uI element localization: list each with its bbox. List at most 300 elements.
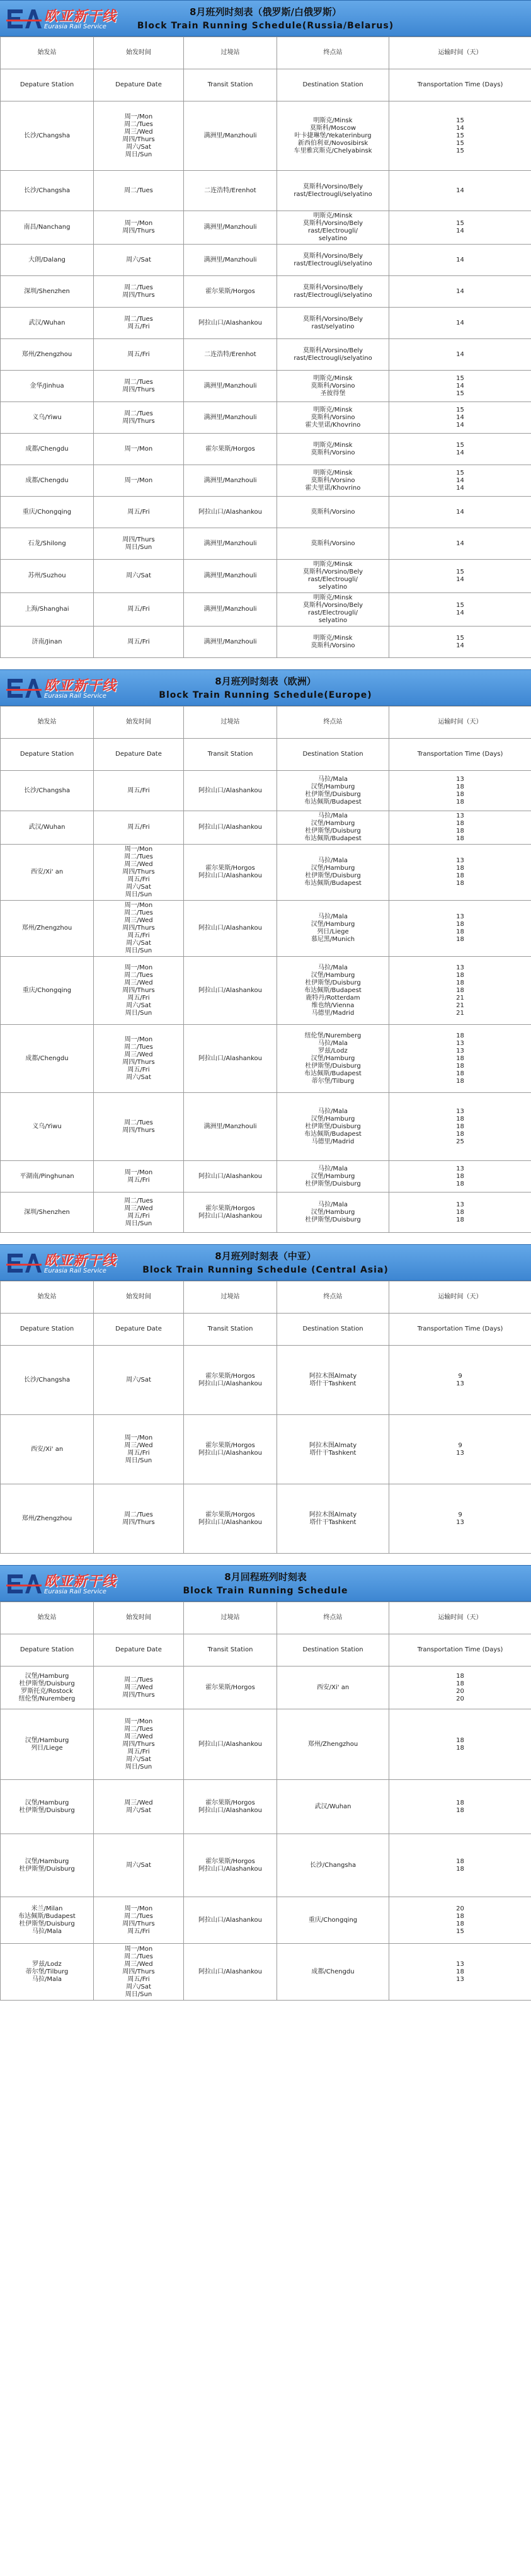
- destination-station-cell: [277, 1193, 389, 1233]
- departure-station-line: 列日/Liege: [31, 1744, 63, 1752]
- departure-date-line: 周四/Thurs: [122, 1920, 155, 1927]
- transport-days-line: 14: [456, 576, 464, 583]
- transport-days-cell: [389, 1193, 531, 1233]
- destination-station-line: 马拉/Mala: [317, 964, 348, 971]
- transport-days-line: 13: [456, 1201, 464, 1208]
- departure-station-cell: [1, 1161, 94, 1193]
- transit-station-line: 霍尔果斯/Horgos: [205, 1857, 255, 1865]
- destination-station-line: 塔什干Tashkent: [309, 1380, 357, 1387]
- transit-station-line: 满洲里/Manzhouli: [203, 572, 257, 579]
- departure-station-line: 平湖南/Pinghunan: [20, 1172, 74, 1180]
- transport-days-line: 18: [456, 1115, 464, 1123]
- departure-date-cell: [94, 957, 184, 1025]
- header-en-transport-days: Transportation Time (Days): [389, 1314, 531, 1346]
- departure-station-cell: [1, 627, 94, 658]
- table-row: [1, 1484, 531, 1554]
- transport-days-line: 18: [456, 880, 464, 887]
- departure-station-line: 长沙/Changsha: [23, 187, 71, 194]
- transport-days-line: 21: [456, 1002, 464, 1009]
- departure-station-cell: [1, 1025, 94, 1093]
- transport-days-line: 13: [456, 1165, 464, 1172]
- schedule-section: [0, 1244, 531, 1554]
- transport-days-line: 18: [456, 936, 464, 943]
- header-cn-departure-date: 始发时间: [94, 37, 184, 69]
- destination-station-line: 圣彼得堡: [320, 390, 346, 397]
- table-row: [1, 245, 531, 276]
- table-row: [1, 1709, 531, 1780]
- transport-days-cell: [389, 1484, 531, 1554]
- header-cn-transport-days: 运输时间（天）: [389, 707, 531, 739]
- transit-station-line: 霍尔果斯/Horgos: [205, 1799, 255, 1806]
- table-row: [1, 1834, 531, 1897]
- transit-station-cell: [184, 811, 277, 845]
- transport-days-line: 13: [456, 1380, 464, 1387]
- table-row: [1, 1415, 531, 1484]
- transport-days-line: 18: [456, 1172, 464, 1180]
- transit-station-line: 满洲里/Manzhouli: [203, 382, 257, 390]
- departure-station-cell: [1, 1193, 94, 1233]
- destination-station-line: 明斯克/Minsk: [313, 441, 353, 449]
- transport-days-cell: [389, 371, 531, 402]
- transport-days-line: 18: [456, 1968, 464, 1975]
- transport-days-cell: [389, 434, 531, 465]
- departure-station-line: 义乌/Yiwu: [32, 1123, 62, 1130]
- departure-date-cell: [94, 402, 184, 434]
- transport-days-line: 13: [456, 1960, 464, 1968]
- destination-station-line: 罗兹/Lodz: [318, 1047, 348, 1054]
- destination-station-line: 莫斯科/Vorsino: [311, 540, 355, 547]
- section-banner: [0, 669, 531, 706]
- departure-station-cell: [1, 1944, 94, 2001]
- transport-days-line: 20: [456, 1687, 464, 1695]
- transport-days-cell: [389, 1709, 531, 1780]
- departure-date-cell: [94, 245, 184, 276]
- transit-station-cell: [184, 1161, 277, 1193]
- transit-station-line: 阿拉山口/Alashankou: [198, 986, 263, 994]
- brand-name-en: Eurasia Rail Service: [44, 693, 106, 700]
- header-cn-departure-station: 始发站: [1, 1281, 94, 1314]
- destination-station-cell: [277, 308, 389, 339]
- departure-date-cell: [94, 1161, 184, 1193]
- transit-station-cell: [184, 901, 277, 957]
- header-en-departure-station: Depature Station: [1, 739, 94, 771]
- transport-days-line: 18: [456, 1130, 464, 1138]
- transit-station-cell: [184, 1897, 277, 1944]
- departure-date-line: 周二/Tues: [124, 1725, 153, 1733]
- transit-station-line: 二连浩特/Erenhot: [204, 350, 256, 358]
- departure-date-line: 周二/Tues: [124, 1043, 153, 1051]
- transport-days-line: 15: [456, 390, 464, 397]
- destination-station-line: 塔什干Tashkent: [309, 1449, 357, 1457]
- transport-days-line: 14: [456, 609, 464, 616]
- destination-station-cell: [277, 1346, 389, 1415]
- departure-station-line: 汉堡/Hamburg: [25, 1736, 69, 1744]
- departure-station-line: 重庆/Chongqing: [22, 986, 72, 994]
- destination-station-line: 叶卡捷琳堡/Yekaterinburg: [294, 132, 372, 139]
- transport-days-line: 13: [456, 1518, 464, 1526]
- header-cn-departure-station: 始发站: [1, 37, 94, 69]
- transit-station-line: 阿拉山口/Alashankou: [198, 1172, 263, 1180]
- transit-station-line: 满洲里/Manzhouli: [203, 638, 257, 645]
- header-cn-transit-station: 过境站: [184, 1602, 277, 1634]
- destination-station-line: 汉堡/Hamburg: [311, 1172, 355, 1180]
- transport-days-cell: [389, 497, 531, 528]
- departure-date-line: 周四/Thurs: [122, 986, 155, 994]
- departure-date-line: 周四/Thurs: [122, 1691, 155, 1699]
- departure-date-line: 周三/Wed: [124, 1204, 153, 1212]
- transport-days-line: 14: [456, 287, 464, 295]
- transport-days-cell: [389, 1666, 531, 1709]
- brand-name-en: Eurasia Rail Service: [44, 23, 106, 30]
- departure-date-line: 周四/Thurs: [122, 1518, 155, 1526]
- transport-days-line: 18: [456, 1857, 464, 1865]
- header-en-transit-station: Transit Station: [184, 69, 277, 101]
- table-row: [1, 497, 531, 528]
- destination-station-line: 新西伯利亚/Novosibirsk: [297, 139, 368, 147]
- departure-date-cell: [94, 1346, 184, 1415]
- departure-date-line: 周五/Fri: [127, 1748, 150, 1755]
- transit-station-cell: [184, 402, 277, 434]
- transit-station-cell: [184, 627, 277, 658]
- brand-name-cn: 欧亚新干线: [44, 1253, 117, 1269]
- table-row: [1, 1944, 531, 2001]
- header-row-cn: [1, 1281, 531, 1314]
- transit-station-cell: [184, 1780, 277, 1834]
- departure-date-line: 周四/Thurs: [122, 386, 155, 393]
- transport-days-cell: [389, 308, 531, 339]
- departure-station-cell: [1, 276, 94, 308]
- transport-days-cell: [389, 1897, 531, 1944]
- header-cn-destination-station: 终点站: [277, 37, 389, 69]
- transport-days-cell: [389, 957, 531, 1025]
- transport-days-cell: [389, 1093, 531, 1161]
- transport-days-line: 18: [456, 790, 464, 798]
- transport-days-line: 18: [456, 1806, 464, 1814]
- departure-date-cell: [94, 901, 184, 957]
- brand-name-cn: 欧亚新干线: [44, 9, 117, 25]
- table-row: [1, 1193, 531, 1233]
- destination-station-line: 杜伊斯堡/Duisburg: [305, 1216, 361, 1223]
- transport-days-line: 18: [456, 872, 464, 879]
- table-row: [1, 308, 531, 339]
- destination-station-cell: [277, 245, 389, 276]
- destination-station-line: rast/Electrougli/: [307, 228, 358, 234]
- header-en-destination-station: Destination Station: [277, 739, 389, 771]
- departure-date-line: 周二/Tues: [124, 410, 153, 417]
- destination-station-line: selyatino: [318, 235, 348, 242]
- departure-date-line: 周三/Wed: [124, 917, 153, 924]
- transit-station-line: 阿拉山口/Alashankou: [198, 1865, 263, 1873]
- header-row-cn: [1, 1602, 531, 1634]
- transport-days-line: 15: [456, 569, 464, 575]
- transit-station-cell: [184, 434, 277, 465]
- header-cn-destination-station: 终点站: [277, 1602, 389, 1634]
- departure-station-cell: [1, 957, 94, 1025]
- transport-days-line: 15: [456, 406, 464, 413]
- table-row: [1, 1346, 531, 1415]
- transport-days-line: 18: [456, 986, 464, 994]
- transport-days-line: 18: [456, 865, 464, 872]
- departure-date-cell: [94, 276, 184, 308]
- departure-station-line: 郑州/Zhengzhou: [21, 925, 72, 932]
- transit-station-cell: [184, 845, 277, 901]
- departure-date-cell: [94, 211, 184, 245]
- destination-station-line: 汉堡/Hamburg: [311, 865, 355, 872]
- departure-date-line: 周五/Fri: [127, 323, 150, 330]
- transit-station-line: 阿拉山口/Alashankou: [198, 1740, 263, 1748]
- header-en-departure-date: Depature Date: [94, 739, 184, 771]
- header-en-destination-station: Destination Station: [277, 69, 389, 101]
- destination-station-cell: [277, 1161, 389, 1193]
- destination-station-cell: [277, 593, 389, 627]
- header-cn-transport-days: 运输时间（天）: [389, 1281, 531, 1314]
- table-row: [1, 1025, 531, 1093]
- departure-date-line: 周五/Fri: [127, 932, 150, 939]
- transport-days-cell: [389, 276, 531, 308]
- transit-station-line: 霍尔果斯/Horgos: [205, 1372, 255, 1380]
- transit-station-line: 阿拉山口/Alashankou: [198, 872, 263, 879]
- table-row: [1, 434, 531, 465]
- table-row: [1, 627, 531, 658]
- table-row: [1, 1666, 531, 1709]
- transit-station-cell: [184, 1093, 277, 1161]
- destination-station-line: 杜伊斯堡/Duisburg: [305, 1180, 361, 1187]
- departure-date-cell: [94, 171, 184, 211]
- transport-days-cell: [389, 845, 531, 901]
- transit-station-line: 二连浩特/Erenhot: [204, 187, 256, 194]
- departure-date-line: 周日/Sun: [125, 1009, 152, 1017]
- transit-station-cell: [184, 101, 277, 171]
- transport-days-line: 13: [456, 964, 464, 971]
- section-title-en: Block Train Running Schedule(Europe): [159, 690, 372, 700]
- table-row: [1, 211, 531, 245]
- departure-date-line: 周一/Mon: [124, 1718, 153, 1725]
- departure-station-line: 郑州/Zhengzhou: [21, 1515, 72, 1522]
- transport-days-line: 15: [456, 469, 464, 477]
- departure-date-line: 周六/Sat: [126, 884, 151, 891]
- table-row: [1, 402, 531, 434]
- transport-days-cell: [389, 811, 531, 845]
- departure-station-line: 杜伊斯堡/Duisburg: [19, 1865, 75, 1873]
- destination-station-line: 马拉/Mala: [317, 857, 348, 864]
- departure-date-line: 周日/Sun: [125, 947, 152, 954]
- departure-station-cell: [1, 245, 94, 276]
- header-cn-transit-station: 过境站: [184, 1281, 277, 1314]
- section-title-cn: 8月班列时刻表（欧洲）: [215, 676, 316, 687]
- transport-days-cell: [389, 901, 531, 957]
- departure-date-line: 周日/Sun: [125, 1763, 152, 1770]
- departure-date-line: 周四/Thurs: [122, 536, 155, 543]
- departure-date-line: 周五/Fri: [127, 508, 150, 516]
- transport-days-line: 15: [456, 220, 464, 227]
- departure-date-line: 周五/Fri: [127, 824, 150, 831]
- destination-station-line: 明斯克/Minsk: [313, 634, 353, 642]
- transit-station-cell: [184, 211, 277, 245]
- departure-station-cell: [1, 1484, 94, 1554]
- departure-station-line: 大朗/Dalang: [28, 256, 66, 263]
- destination-station-line: 莫斯科/Vorsino: [311, 642, 355, 649]
- header-row-en: [1, 739, 531, 771]
- destination-station-cell: [277, 434, 389, 465]
- destination-station-cell: [277, 339, 389, 371]
- departure-date-line: 周四/Thurs: [122, 136, 155, 143]
- destination-station-line: 莫斯科/Vorsino/Bely: [302, 602, 363, 609]
- transit-station-line: 霍尔果斯/Horgos: [205, 1684, 255, 1691]
- transit-station-cell: [184, 771, 277, 811]
- header-en-departure-date: Depature Date: [94, 1314, 184, 1346]
- departure-station-line: 成都/Chengdu: [25, 445, 69, 453]
- departure-date-cell: [94, 465, 184, 497]
- transit-station-line: 满洲里/Manzhouli: [203, 132, 257, 139]
- destination-station-line: 霍夫里诺/Khovrino: [305, 421, 361, 429]
- transport-days-cell: [389, 402, 531, 434]
- header-cn-transit-station: 过境站: [184, 37, 277, 69]
- brand-name-en: Eurasia Rail Service: [44, 1268, 106, 1274]
- destination-station-line: 莫斯科/Vorsino/Bely: [302, 284, 363, 291]
- destination-station-line: 明斯克/Minsk: [313, 212, 353, 219]
- section-title-en: Block Train Running Schedule(Russia/Belarus): [137, 21, 394, 31]
- transport-days-line: 15: [456, 602, 464, 609]
- departure-station-line: 蒂尔堡/Tilburg: [25, 1968, 69, 1975]
- destination-station-line: 马拉/Mala: [317, 1165, 348, 1172]
- departure-date-line: 周五/Fri: [127, 876, 150, 883]
- destination-station-line: selyatino: [318, 617, 348, 624]
- destination-station-cell: [277, 1415, 389, 1484]
- departure-date-line: 周四/Thurs: [122, 925, 155, 932]
- departure-date-line: 周二/Tues: [124, 187, 153, 194]
- transport-days-line: 18: [456, 1680, 464, 1687]
- transport-days-line: 14: [456, 228, 464, 234]
- transit-station-cell: [184, 1193, 277, 1233]
- departure-date-cell: [94, 434, 184, 465]
- departure-station-line: 上海/Shanghai: [25, 606, 69, 613]
- schedule-section: [0, 669, 531, 1233]
- transit-station-cell: [184, 371, 277, 402]
- destination-station-line: 明斯克/Minsk: [313, 594, 353, 601]
- departure-date-cell: [94, 845, 184, 901]
- departure-station-cell: [1, 1897, 94, 1944]
- departure-date-line: 周五/Fri: [127, 606, 150, 613]
- departure-date-line: 周五/Fri: [127, 1176, 150, 1184]
- departure-date-line: 周二/Tues: [124, 1119, 153, 1126]
- transit-station-cell: [184, 339, 277, 371]
- transit-station-cell: [184, 1666, 277, 1709]
- destination-station-cell: [277, 901, 389, 957]
- transit-station-line: 阿拉山口/Alashankou: [198, 1518, 263, 1526]
- destination-station-line: rast/Electrougli/selyatino: [294, 190, 372, 198]
- transit-station-cell: [184, 1025, 277, 1093]
- transport-days-line: 14: [456, 256, 464, 263]
- departure-station-cell: [1, 1415, 94, 1484]
- transport-days-line: 18: [456, 1054, 464, 1062]
- transport-days-line: 18: [456, 1208, 464, 1216]
- table-row: [1, 171, 531, 211]
- transport-days-line: 14: [456, 421, 464, 429]
- departure-date-cell: [94, 1834, 184, 1897]
- departure-station-line: 成都/Chengdu: [25, 477, 69, 484]
- header-en-transport-days: Transportation Time (Days): [389, 1634, 531, 1666]
- destination-station-cell: [277, 1025, 389, 1093]
- destination-station-line: 杜伊斯堡/Duisburg: [305, 1062, 361, 1070]
- section-banner: [0, 1244, 531, 1281]
- departure-date-line: 周三/Wed: [124, 1733, 153, 1740]
- table-row: [1, 771, 531, 811]
- destination-station-line: 长沙/Changsha: [309, 1861, 357, 1869]
- destination-station-line: 布达佩斯/Budapest: [304, 1130, 362, 1138]
- departure-date-cell: [94, 627, 184, 658]
- destination-station-line: 莫斯科/Vorsino: [311, 508, 355, 516]
- departure-date-line: 周六/Sat: [126, 940, 151, 947]
- transport-days-line: 18: [456, 1736, 464, 1744]
- destination-station-line: 马拉/Mala: [317, 1201, 348, 1208]
- table-row: [1, 1161, 531, 1193]
- transport-days-line: 18: [456, 1070, 464, 1077]
- departure-date-line: 周六/Sat: [126, 572, 151, 579]
- transit-station-cell: [184, 1484, 277, 1554]
- departure-station-cell: [1, 211, 94, 245]
- destination-station-cell: [277, 1484, 389, 1554]
- departure-station-cell: [1, 528, 94, 560]
- departure-date-line: 周四/Thurs: [122, 1740, 155, 1748]
- transit-station-cell: [184, 308, 277, 339]
- transport-days-line: 15: [456, 634, 464, 642]
- header-en-destination-station: Destination Station: [277, 1634, 389, 1666]
- departure-station-cell: [1, 1346, 94, 1415]
- departure-station-line: 马拉/Mala: [31, 1975, 62, 1983]
- header-cn-transport-days: 运输时间（天）: [389, 37, 531, 69]
- departure-date-cell: [94, 1780, 184, 1834]
- destination-station-cell: [277, 276, 389, 308]
- departure-date-line: 周日/Sun: [125, 1220, 152, 1227]
- destination-station-line: 列日/Liege: [317, 928, 349, 935]
- transport-days-line: 14: [456, 540, 464, 547]
- transport-days-line: 18: [456, 1799, 464, 1806]
- schedule-section: [0, 0, 531, 658]
- destination-station-cell: [277, 101, 389, 171]
- transport-days-cell: [389, 593, 531, 627]
- transport-days-line: 15: [456, 147, 464, 154]
- transit-station-cell: [184, 1346, 277, 1415]
- header-row-en: [1, 1314, 531, 1346]
- transport-days-cell: [389, 245, 531, 276]
- header-en-departure-station: Depature Station: [1, 1314, 94, 1346]
- transport-days-line: 9: [458, 1511, 462, 1518]
- departure-station-cell: [1, 308, 94, 339]
- destination-station-line: 杜伊斯堡/Duisburg: [305, 872, 361, 879]
- transit-station-line: 阿拉山口/Alashankou: [198, 508, 263, 516]
- transport-days-line: 18: [456, 1032, 464, 1039]
- header-cn-destination-station: 终点站: [277, 1281, 389, 1314]
- transport-days-cell: [389, 528, 531, 560]
- destination-station-line: 阿拉木图Almaty: [309, 1441, 357, 1449]
- transit-station-cell: [184, 1709, 277, 1780]
- departure-date-line: 周一/Mon: [124, 220, 153, 227]
- departure-date-cell: [94, 560, 184, 593]
- destination-station-line: 杜伊斯堡/Duisburg: [305, 790, 361, 798]
- departure-station-line: 罗斯托克/Rostock: [21, 1687, 73, 1695]
- departure-station-line: 济南/Jinan: [31, 638, 62, 645]
- transport-days-line: 18: [456, 1912, 464, 1920]
- destination-station-line: 马拉/Mala: [317, 1039, 348, 1047]
- section-gap: [0, 1554, 531, 1565]
- transport-days-cell: [389, 1415, 531, 1484]
- departure-date-line: 周四/Thurs: [122, 1058, 155, 1066]
- departure-station-cell: [1, 1666, 94, 1709]
- departure-date-line: 周二/Tues: [124, 971, 153, 979]
- destination-station-line: 布达佩斯/Budapest: [304, 1070, 362, 1077]
- departure-station-line: 长沙/Changsha: [23, 787, 71, 794]
- schedule-table: [0, 706, 531, 1233]
